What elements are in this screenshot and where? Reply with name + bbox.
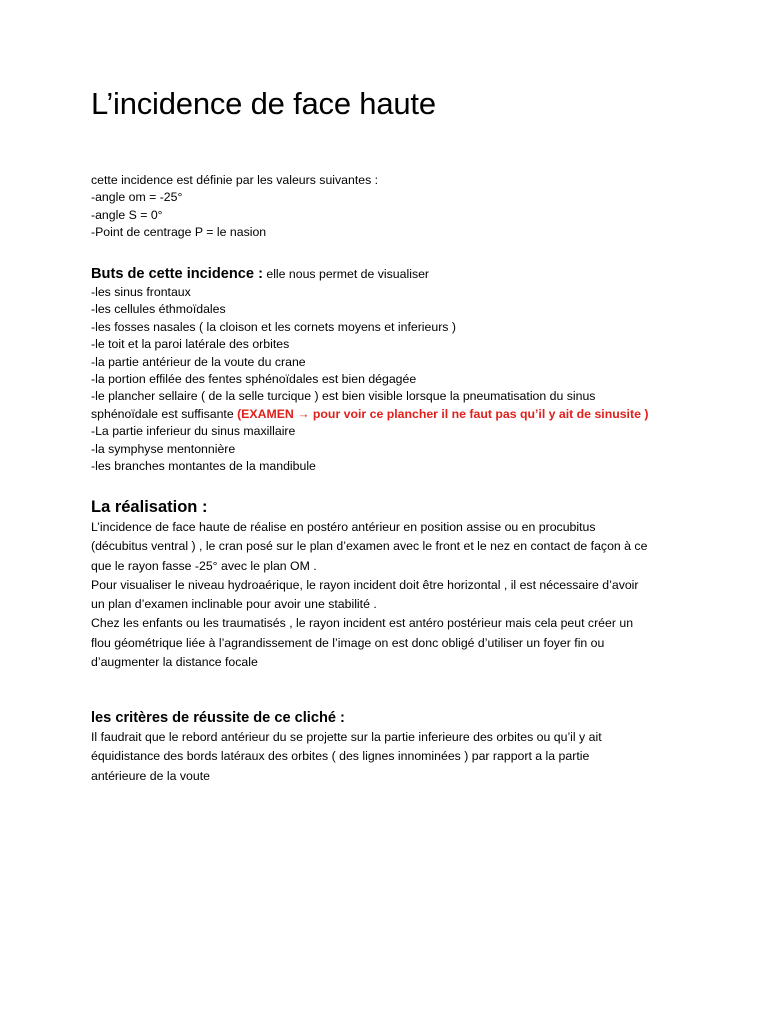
paragraph-line: équidistance des bords latéraux des orbites ( des lignes innominées ) par rapport a la partie: [91, 749, 590, 764]
paragraph-line: (décubitus ventral ) , le cran posé sur le plan d’examen avec le front et le nez en contact de façon à ce: [91, 539, 648, 554]
criteres-section: [91, 708, 691, 786]
realisation-paragraph: [91, 518, 691, 672]
list-item: -les fosses nasales ( la cloison et les cornets moyens et inferieurs ): [91, 319, 456, 334]
paragraph-line: Chez les enfants ou les traumatisés , le rayon incident est antéro postérieur mais cela peut créer un: [91, 616, 634, 631]
paragraph-line: un plan d’examen inclinable pour avoir une stabilité .: [91, 597, 377, 612]
examen-note: (EXAMEN → pour voir ce plancher il ne faut pas qu’il y ait de sinusite ): [237, 406, 649, 421]
definition-value: -Point de centrage P = le nasion: [91, 225, 267, 240]
list-item-with-note: [91, 406, 691, 423]
paragraph-line: Pour visualiser le niveau hydroaérique, le rayon incident doit être horizontal , il est nécessaire d’avoir: [91, 577, 639, 592]
paragraph-line: que le rayon fasse -25° avec le plan OM .: [91, 558, 317, 573]
realisation-heading: La réalisation :: [91, 498, 208, 516]
buts-lead: elle nous permet de visualiser: [262, 267, 430, 281]
buts-section: [91, 264, 691, 475]
paragraph-line: d’augmenter la distance focale: [91, 655, 258, 670]
list-item: -La partie inferieur du sinus maxillaire: [91, 424, 296, 439]
definition-section: [91, 172, 691, 242]
list-item: -le toit et la paroi latérale des orbites: [91, 337, 290, 352]
list-item: -les sinus frontaux: [91, 285, 191, 299]
paragraph-line: antérieure de la voute: [91, 768, 210, 783]
paragraph-line: Il faudrait que le rebord antérieur du se projette sur la partie inferieure des orbites ou qu’il y ait: [91, 730, 602, 744]
paragraph-line: flou géométrique liée à l’agrandissement de l’image on est donc obligé d’utiliser un foyer fin ou: [91, 635, 605, 650]
note-line-start: sphénoïdale est suffisante: [91, 406, 238, 421]
buts-heading-line: [91, 264, 691, 284]
document-title: L’incidence de face haute: [91, 86, 436, 121]
criteres-heading: les critères de réussite de ce cliché :: [91, 710, 345, 726]
list-item: -les branches montantes de la mandibule: [91, 459, 316, 474]
criteres-paragraph: [91, 728, 691, 786]
list-item: -la portion effilée des fentes sphénoïdales est bien dégagée: [91, 372, 417, 387]
definition-intro: cette incidence est définie par les valeurs suivantes :: [91, 173, 379, 187]
list-item: -la symphyse mentonnière: [91, 441, 236, 456]
definition-value: -angle om = -25°: [91, 190, 183, 205]
buts-heading: Buts de cette incidence :: [91, 266, 263, 282]
realisation-section: [91, 496, 691, 672]
paragraph-line: L’incidence de face haute de réalise en postéro antérieur en position assise ou en procubitus: [91, 520, 596, 534]
definition-value: -angle S = 0°: [91, 207, 163, 222]
list-item: -les cellules éthmoïdales: [91, 302, 226, 317]
list-item: -la partie antérieur de la voute du crane: [91, 354, 306, 369]
list-item: -le plancher sellaire ( de la selle turcique ) est bien visible lorsque la pneumatisation du sinus: [91, 389, 596, 404]
